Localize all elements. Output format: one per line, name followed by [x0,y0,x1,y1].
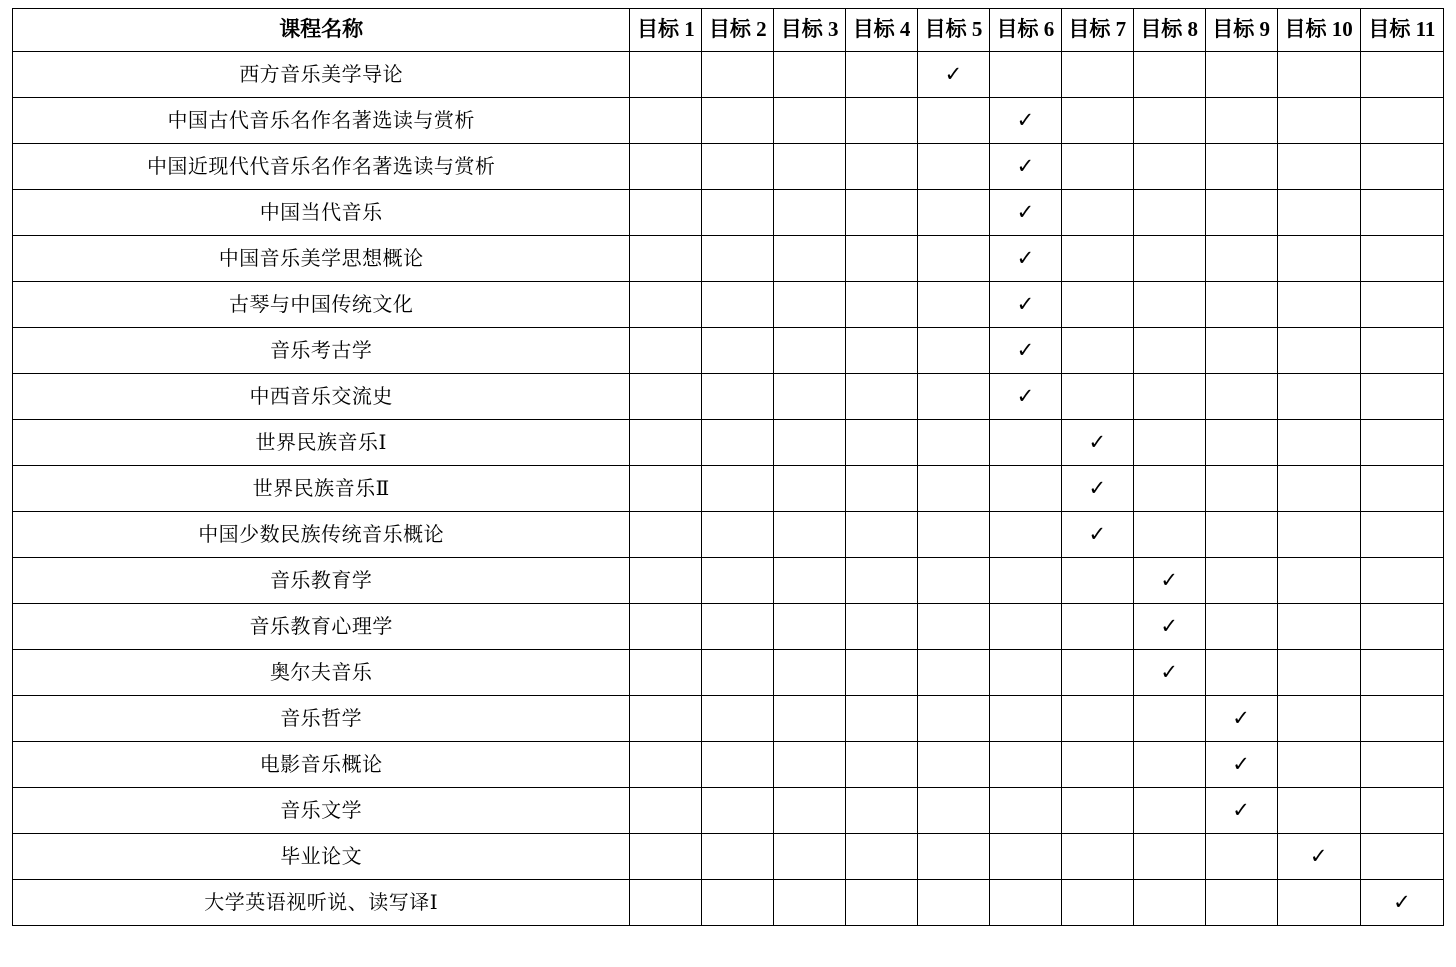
goal-cell-11 [1360,604,1443,650]
check-icon: ✓ [1232,751,1250,776]
table-row [13,650,1444,696]
goal-cell-10 [1277,880,1360,926]
goal-cell-1 [630,98,702,144]
goal-cell-10 [1277,558,1360,604]
goal-cell-10 [1277,190,1360,236]
goal-cell-3 [774,650,846,696]
check-icon: ✓ [1232,797,1250,822]
table-body [13,52,1444,926]
course-name-cell: 古琴与中国传统文化 [13,282,630,328]
goal-cell-4 [846,420,918,466]
course-name-cell: 毕业论文 [13,834,630,880]
check-icon: ✓ [1016,153,1035,178]
goal-cell-5 [918,788,990,834]
goal-cell-10 [1277,98,1360,144]
table-row [13,512,1444,558]
goal-cell-8 [1133,742,1205,788]
goal-cell-3 [774,236,846,282]
goal-cell-11 [1360,512,1443,558]
goal-cell-4 [846,696,918,742]
goal-cell-8 [1133,98,1205,144]
goal-cell-8 [1133,282,1205,328]
goal-cell-2 [702,650,774,696]
goal-cell-7 [1061,604,1133,650]
goal-cell-6 [989,604,1061,650]
course-name-cell: 中国近现代代音乐名作名著选读与赏析 [13,144,630,190]
goal-cell-2 [702,696,774,742]
goal-cell-1 [630,328,702,374]
goal-cell-6 [989,282,1061,328]
table-row [13,834,1444,880]
table-row [13,604,1444,650]
goal-cell-10 [1277,834,1360,880]
goal-cell-11 [1360,52,1443,98]
goal-cell-9 [1205,834,1277,880]
goal-cell-6 [989,328,1061,374]
goal-cell-7 [1061,834,1133,880]
goal-cell-5 [918,742,990,788]
column-header-goal-9: 目标 9 [1205,9,1277,52]
check-icon: ✓ [1232,705,1250,730]
goal-cell-11 [1360,834,1443,880]
check-icon: ✓ [1016,199,1035,224]
goal-cell-11 [1360,236,1443,282]
goal-cell-5 [918,466,990,512]
goal-cell-6 [989,788,1061,834]
goal-cell-8 [1133,788,1205,834]
goal-cell-2 [702,742,774,788]
goal-cell-9 [1205,880,1277,926]
goal-cell-5 [918,328,990,374]
goal-cell-8 [1133,190,1205,236]
goal-cell-9 [1205,98,1277,144]
goal-cell-3 [774,98,846,144]
goal-cell-1 [630,52,702,98]
table-row [13,328,1444,374]
goal-cell-5 [918,880,990,926]
goal-cell-1 [630,420,702,466]
goal-cell-3 [774,374,846,420]
goal-cell-7 [1061,420,1133,466]
table-row [13,52,1444,98]
goal-cell-8 [1133,650,1205,696]
goal-cell-4 [846,558,918,604]
course-name-cell: 中西音乐交流史 [13,374,630,420]
goal-cell-3 [774,190,846,236]
goal-cell-11 [1360,650,1443,696]
course-goal-matrix-table [12,8,1444,926]
goal-cell-8 [1133,880,1205,926]
goal-cell-4 [846,604,918,650]
goal-cell-8 [1133,604,1205,650]
goal-cell-4 [846,788,918,834]
goal-cell-10 [1277,52,1360,98]
goal-cell-10 [1277,696,1360,742]
table-row [13,788,1444,834]
goal-cell-2 [702,374,774,420]
goal-cell-8 [1133,420,1205,466]
goal-cell-8 [1133,512,1205,558]
table-row [13,696,1444,742]
table-row [13,558,1444,604]
goal-cell-1 [630,512,702,558]
goal-cell-3 [774,558,846,604]
check-icon: ✓ [1016,337,1035,362]
column-header-goal-5: 目标 5 [918,9,990,52]
goal-cell-8 [1133,144,1205,190]
goal-cell-2 [702,98,774,144]
check-icon: ✓ [1016,383,1035,408]
course-name-cell: 西方音乐美学导论 [13,52,630,98]
goal-cell-6 [989,374,1061,420]
goal-cell-3 [774,604,846,650]
goal-cell-1 [630,834,702,880]
goal-cell-6 [989,742,1061,788]
goal-cell-5 [918,190,990,236]
goal-cell-9 [1205,236,1277,282]
goal-cell-9 [1205,144,1277,190]
goal-cell-2 [702,190,774,236]
column-header-goal-1: 目标 1 [630,9,702,52]
check-icon: ✓ [1088,429,1107,454]
goal-cell-3 [774,420,846,466]
goal-cell-4 [846,466,918,512]
goal-cell-6 [989,834,1061,880]
goal-cell-9 [1205,282,1277,328]
goal-cell-4 [846,98,918,144]
course-name-cell: 音乐哲学 [13,696,630,742]
goal-cell-4 [846,742,918,788]
goal-cell-1 [630,696,702,742]
goal-cell-3 [774,880,846,926]
course-name-cell: 世界民族音乐Ⅰ [13,420,630,466]
goal-cell-5 [918,282,990,328]
goal-cell-5 [918,512,990,558]
goal-cell-11 [1360,466,1443,512]
goal-cell-7 [1061,512,1133,558]
goal-cell-10 [1277,512,1360,558]
goal-cell-11 [1360,558,1443,604]
goal-cell-4 [846,328,918,374]
goal-cell-7 [1061,558,1133,604]
goal-cell-5 [918,834,990,880]
goal-cell-7 [1061,144,1133,190]
goal-cell-6 [989,190,1061,236]
goal-cell-4 [846,512,918,558]
goal-cell-3 [774,52,846,98]
goal-cell-8 [1133,374,1205,420]
check-icon: ✓ [1016,291,1035,316]
goal-cell-4 [846,52,918,98]
course-name-cell: 大学英语视听说、读写译Ⅰ [13,880,630,926]
goal-cell-5 [918,604,990,650]
table-header [13,9,1444,52]
goal-cell-11 [1360,880,1443,926]
goal-cell-1 [630,466,702,512]
goal-cell-9 [1205,742,1277,788]
goal-cell-2 [702,328,774,374]
goal-cell-4 [846,190,918,236]
table-row [13,190,1444,236]
goal-cell-9 [1205,328,1277,374]
table-row [13,98,1444,144]
table-row [13,466,1444,512]
goal-cell-11 [1360,696,1443,742]
goal-cell-6 [989,420,1061,466]
goal-cell-1 [630,190,702,236]
goal-cell-6 [989,236,1061,282]
table-row [13,374,1444,420]
goal-cell-7 [1061,650,1133,696]
course-name-cell: 音乐教育心理学 [13,604,630,650]
goal-cell-5 [918,236,990,282]
goal-cell-7 [1061,880,1133,926]
column-header-goal-6: 目标 6 [989,9,1061,52]
goal-cell-11 [1360,190,1443,236]
goal-cell-5 [918,420,990,466]
goal-cell-7 [1061,328,1133,374]
goal-cell-7 [1061,788,1133,834]
goal-cell-9 [1205,604,1277,650]
goal-cell-7 [1061,282,1133,328]
goal-cell-2 [702,466,774,512]
goal-cell-8 [1133,558,1205,604]
goal-cell-3 [774,742,846,788]
goal-cell-1 [630,650,702,696]
goal-cell-10 [1277,328,1360,374]
goal-cell-7 [1061,466,1133,512]
goal-cell-6 [989,880,1061,926]
table-row [13,236,1444,282]
goal-cell-9 [1205,788,1277,834]
table-row [13,742,1444,788]
goal-cell-2 [702,282,774,328]
check-icon: ✓ [1016,245,1035,270]
check-icon: ✓ [1016,107,1035,132]
goal-cell-3 [774,788,846,834]
goal-cell-10 [1277,604,1360,650]
table-row [13,282,1444,328]
goal-cell-7 [1061,98,1133,144]
goal-cell-1 [630,236,702,282]
check-icon: ✓ [1088,475,1107,500]
goal-cell-9 [1205,52,1277,98]
column-header-goal-11: 目标 11 [1360,9,1443,52]
goal-cell-7 [1061,52,1133,98]
goal-cell-11 [1360,144,1443,190]
goal-cell-5 [918,650,990,696]
goal-cell-6 [989,650,1061,696]
goal-cell-6 [989,558,1061,604]
column-header-goal-8: 目标 8 [1133,9,1205,52]
column-header-course: 课程名称 [13,9,630,52]
column-header-goal-7: 目标 7 [1061,9,1133,52]
goal-cell-1 [630,880,702,926]
goal-cell-11 [1360,328,1443,374]
goal-cell-2 [702,512,774,558]
course-name-cell: 音乐考古学 [13,328,630,374]
goal-cell-8 [1133,236,1205,282]
course-name-cell: 音乐文学 [13,788,630,834]
course-name-cell: 奥尔夫音乐 [13,650,630,696]
course-name-cell: 中国古代音乐名作名著选读与赏析 [13,98,630,144]
goal-cell-7 [1061,374,1133,420]
goal-cell-5 [918,98,990,144]
goal-cell-9 [1205,558,1277,604]
goal-cell-3 [774,696,846,742]
check-icon: ✓ [1160,613,1178,638]
goal-cell-2 [702,788,774,834]
column-header-goal-10: 目标 10 [1277,9,1360,52]
course-name-cell: 中国音乐美学思想概论 [13,236,630,282]
goal-cell-3 [774,328,846,374]
table-row [13,420,1444,466]
goal-cell-1 [630,742,702,788]
goal-cell-7 [1061,236,1133,282]
goal-cell-11 [1360,742,1443,788]
goal-cell-1 [630,788,702,834]
goal-cell-4 [846,144,918,190]
goal-cell-10 [1277,420,1360,466]
course-name-cell: 中国当代音乐 [13,190,630,236]
goal-cell-8 [1133,466,1205,512]
goal-cell-10 [1277,144,1360,190]
goal-cell-8 [1133,696,1205,742]
goal-cell-7 [1061,190,1133,236]
course-name-cell: 中国少数民族传统音乐概论 [13,512,630,558]
goal-cell-6 [989,98,1061,144]
goal-cell-2 [702,604,774,650]
goal-cell-7 [1061,742,1133,788]
goal-cell-5 [918,374,990,420]
course-name-cell: 世界民族音乐Ⅱ [13,466,630,512]
goal-cell-11 [1360,374,1443,420]
goal-cell-10 [1277,650,1360,696]
check-icon: ✓ [944,61,963,86]
goal-cell-6 [989,144,1061,190]
goal-cell-5 [918,52,990,98]
column-header-goal-3: 目标 3 [774,9,846,52]
goal-cell-2 [702,834,774,880]
goal-cell-11 [1360,788,1443,834]
check-icon: ✓ [1309,843,1328,868]
goal-cell-7 [1061,696,1133,742]
goal-cell-10 [1277,236,1360,282]
goal-cell-8 [1133,52,1205,98]
goal-cell-9 [1205,696,1277,742]
goal-cell-5 [918,144,990,190]
goal-cell-10 [1277,742,1360,788]
goal-cell-11 [1360,282,1443,328]
check-icon: ✓ [1088,521,1107,546]
goal-cell-9 [1205,420,1277,466]
goal-cell-1 [630,374,702,420]
goal-cell-6 [989,52,1061,98]
goal-cell-9 [1205,466,1277,512]
goal-cell-2 [702,880,774,926]
goal-cell-4 [846,374,918,420]
goal-cell-10 [1277,282,1360,328]
goal-cell-2 [702,420,774,466]
goal-cell-5 [918,696,990,742]
goal-cell-2 [702,144,774,190]
goal-cell-2 [702,236,774,282]
goal-cell-4 [846,236,918,282]
goal-cell-10 [1277,788,1360,834]
goal-cell-11 [1360,420,1443,466]
goal-cell-3 [774,466,846,512]
goal-cell-9 [1205,512,1277,558]
goal-cell-4 [846,880,918,926]
goal-cell-1 [630,558,702,604]
goal-cell-4 [846,650,918,696]
goal-cell-3 [774,282,846,328]
goal-cell-3 [774,512,846,558]
goal-cell-8 [1133,834,1205,880]
goal-cell-1 [630,282,702,328]
course-name-cell: 音乐教育学 [13,558,630,604]
goal-cell-6 [989,466,1061,512]
goal-cell-10 [1277,374,1360,420]
check-icon: ✓ [1160,567,1178,592]
table-header-row [13,9,1444,52]
goal-cell-1 [630,144,702,190]
goal-cell-1 [630,604,702,650]
goal-cell-10 [1277,466,1360,512]
goal-cell-6 [989,696,1061,742]
check-icon: ✓ [1160,659,1178,684]
goal-cell-3 [774,144,846,190]
goal-cell-6 [989,512,1061,558]
goal-cell-3 [774,834,846,880]
goal-cell-4 [846,282,918,328]
goal-cell-9 [1205,190,1277,236]
column-header-goal-2: 目标 2 [702,9,774,52]
goal-cell-4 [846,834,918,880]
goal-cell-8 [1133,328,1205,374]
check-icon: ✓ [1393,889,1411,914]
goal-cell-9 [1205,650,1277,696]
course-name-cell: 电影音乐概论 [13,742,630,788]
goal-cell-11 [1360,98,1443,144]
goal-cell-2 [702,52,774,98]
goal-cell-9 [1205,374,1277,420]
goal-cell-2 [702,558,774,604]
table-row [13,144,1444,190]
table-row [13,880,1444,926]
column-header-goal-4: 目标 4 [846,9,918,52]
goal-cell-5 [918,558,990,604]
